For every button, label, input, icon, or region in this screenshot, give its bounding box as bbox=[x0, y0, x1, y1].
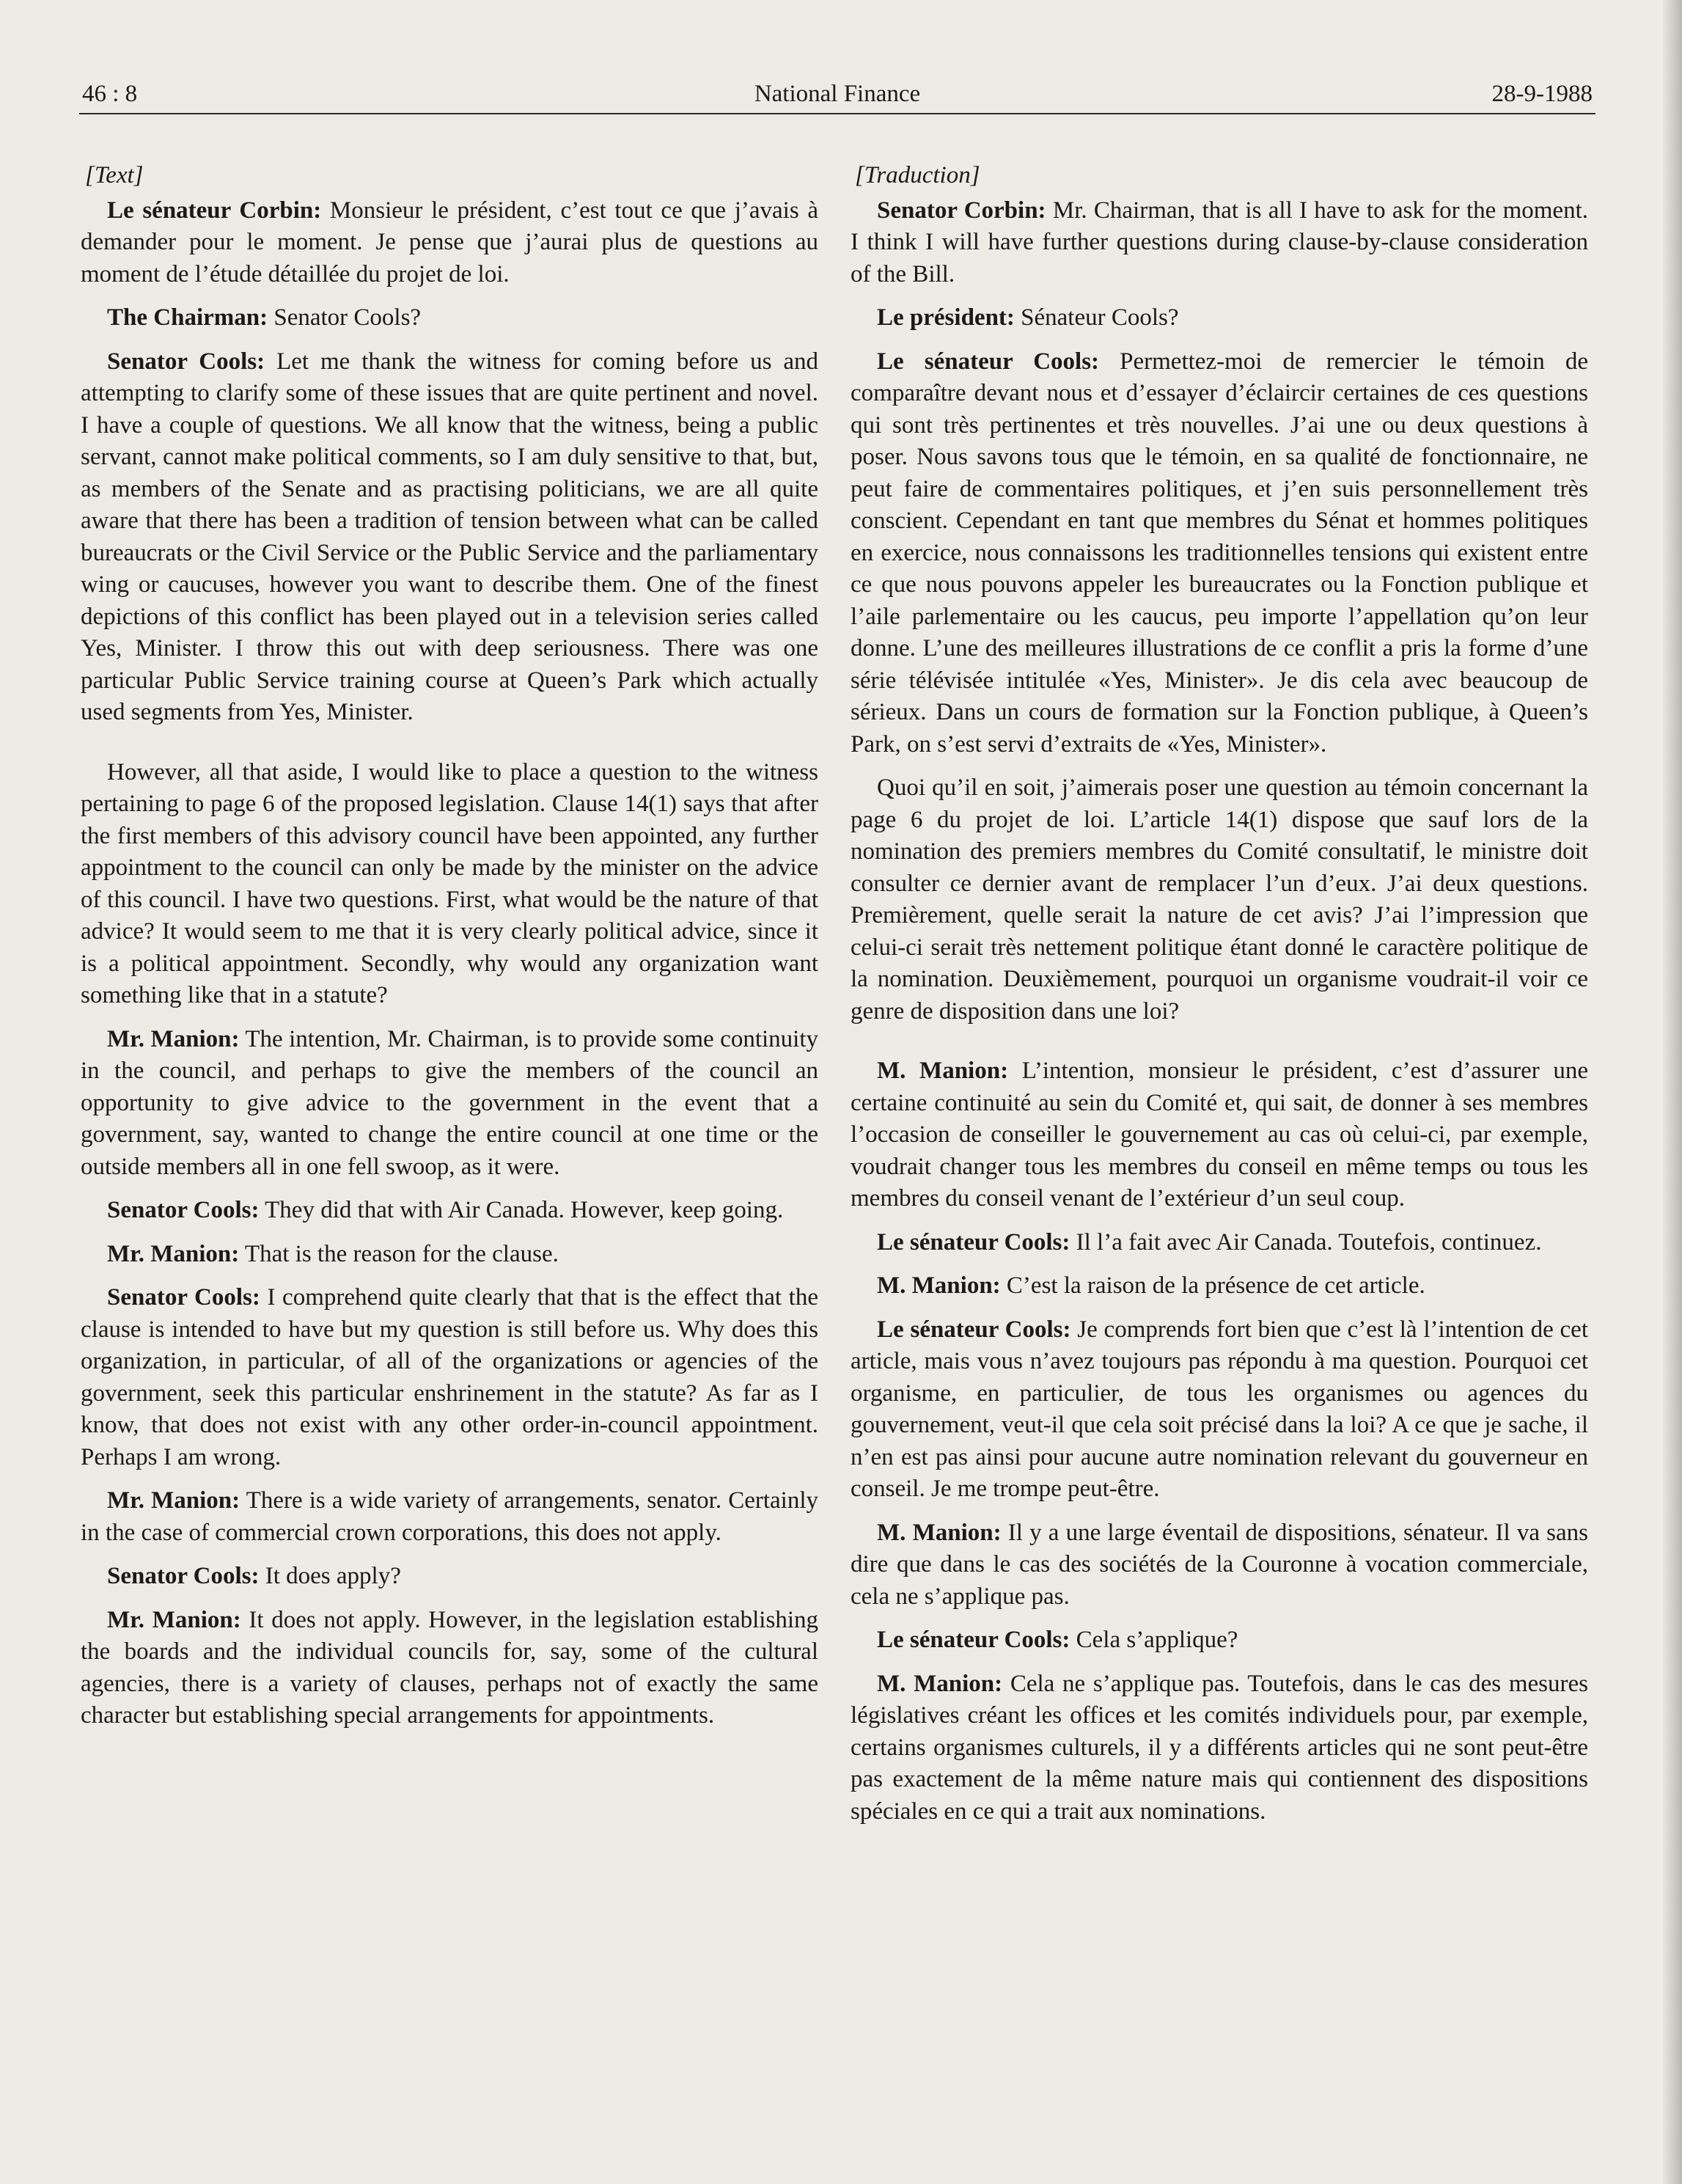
paragraph-text: That is the reason for the clause. bbox=[239, 1240, 559, 1267]
paragraph-text: The intention, Mr. Chairman, is to provide some continuity in the council, and perhaps to give the members of the council an opportunity to give advice to the government in the event that a government, say, wanted to change the entire council at one time or the outside members all in one fell swoop, as it were. bbox=[81, 1025, 818, 1180]
speaker: M. Manion: bbox=[877, 1058, 1009, 1084]
french-column bbox=[851, 160, 1588, 1839]
speaker: Mr. Manion: bbox=[107, 1025, 240, 1052]
paragraph bbox=[851, 1055, 1588, 1215]
paragraph-text: They did that with Air Canada. However, keep going. bbox=[259, 1197, 784, 1223]
paragraph bbox=[81, 1561, 818, 1593]
running-head bbox=[79, 81, 1595, 114]
speaker: Le président: bbox=[877, 304, 1015, 331]
speaker: Le sénateur Cools: bbox=[877, 348, 1100, 375]
page-edge-shadow bbox=[1663, 0, 1682, 2184]
paragraph bbox=[81, 757, 818, 1012]
speaker: Le sénateur Cools: bbox=[877, 1316, 1071, 1343]
paragraph bbox=[851, 1668, 1588, 1828]
paragraph bbox=[81, 1485, 818, 1549]
paragraph bbox=[851, 1517, 1588, 1613]
paragraph-text: Senator Cools? bbox=[268, 304, 422, 331]
publication-title: National Finance bbox=[754, 81, 921, 107]
paragraph-text: Monsieur le président, c’est tout ce que j’avais à demander pour le moment. Je pense que j’aurai plus de questions au moment de l’étude détaillée du projet de loi. bbox=[81, 197, 818, 287]
column-label: [Traduction] bbox=[855, 162, 980, 188]
paragraph-text: Il y a une large éventail de dispositions, sénateur. Il va sans dire que dans le cas des sociétés de la Couronne à vocation commerciale, cela ne s’applique pas. bbox=[851, 1519, 1588, 1610]
paragraph-text: It does apply? bbox=[259, 1563, 401, 1589]
paragraph bbox=[81, 1605, 818, 1732]
paragraph bbox=[81, 195, 818, 291]
paragraph bbox=[851, 772, 1588, 1027]
paragraph bbox=[851, 1314, 1588, 1506]
speaker: Mr. Manion: bbox=[107, 1606, 241, 1633]
paragraph-text: Quoi qu’il en soit, j’aimerais poser une question au témoin concernant la page 6 du projet de loi. L’article 14(1) dispose que sauf lors de la nomination des premiers membres du Comité consultatif, le ministre doit consulter ce dernier avant de remplacer l’un d’eux. J’ai deux questions. Premièrement, quelle serait la nature de cet avis? J’ai l’impression que celui-ci serait très nettement politique étant donné le caractère politique de la nomination. Deuxièmement, pourquoi un organisme voudrait-il voir ce genre de disposition dans une loi? bbox=[851, 774, 1588, 1025]
speaker: M. Manion: bbox=[877, 1670, 1003, 1697]
paragraph-text: There is a wide variety of arrangements, senator. Certainly in the case of commercial crown corporations, this does not apply. bbox=[81, 1487, 819, 1546]
speaker: Senator Cools: bbox=[107, 1197, 260, 1223]
paragraph bbox=[851, 346, 1588, 761]
paragraph-text: Cela s’applique? bbox=[1070, 1627, 1238, 1653]
speaker: Senator Cools: bbox=[107, 348, 265, 375]
speaker: M. Manion: bbox=[877, 1272, 1001, 1299]
paragraph bbox=[851, 1227, 1588, 1259]
paragraph bbox=[81, 302, 818, 334]
speaker: Mr. Manion: bbox=[107, 1240, 240, 1267]
publication-date: 28-9-1988 bbox=[1491, 81, 1593, 107]
paragraph-text: Sénateur Cools? bbox=[1014, 304, 1179, 331]
page-number: 46 : 8 bbox=[82, 81, 138, 107]
paragraph-text: Permettez-moi de remercier le témoin de comparaître devant nous et d’essayer d’éclaircir certaines de ces questions qui sont très pertinentes et très nouvelles. J’ai une ou deux questions à poser. Nous savons tous que le témoin, en sa qualité de fonctionnaire, ne peut faire de commentaires politiques, et j’en suis personnellement très conscient. Cependant en tant que membres du Sénat et hommes politiques en exercice, nous connaissons les traditionnelles tensions qui existent entre ce que nous pouvons appeler les bureaucrates ou la Fonction publique et l’aile parlementaire ou les caucus, peu importe l’appellation qu’on leur donne. L’une des meilleures illustrations de ce conflit a pris la forme d’une série télévisée intitulée «Yes, Minister». Je dis cela avec beaucoup de sérieux. Dans un cours de formation sur la Fonction publique, à Queen’s Park, on s’est servi d’extraits de «Yes, Minister». bbox=[851, 348, 1589, 758]
speaker: M. Manion: bbox=[877, 1519, 1002, 1546]
paragraph-text: Il l’a fait avec Air Canada. Toutefois, continuez. bbox=[1070, 1228, 1542, 1256]
speaker: Mr. Manion: bbox=[107, 1487, 240, 1514]
speaker: Senator Cools: bbox=[107, 1563, 260, 1589]
paragraph-text: L’intention, monsieur le président, c’est d’assurer une certaine continuité au sein du Comité et, qui sait, de donner à ses membres l’occasion de conseiller le gouvernement au cas où celui-ci, par exemple, voudrait changer tous les membres du conseil en même temps ou tous les membres du conseil venant de l’extérieur d’un seul coup. bbox=[851, 1058, 1588, 1212]
speaker: Senator Corbin: bbox=[877, 197, 1046, 224]
speaker: Le sénateur Cools: bbox=[877, 1627, 1070, 1653]
speaker: Senator Cools: bbox=[107, 1284, 260, 1311]
english-column bbox=[81, 160, 818, 1744]
column-label: [Text] bbox=[85, 162, 144, 188]
paragraph bbox=[81, 1195, 818, 1227]
paragraph-text: I comprehend quite clearly that that is the effect that the clause is intended to have but my question is still before us. Why does this organization, in particular, of all of the organizations or agencies of the government, seek this particular enshrinement in the statute? As far as I know, that does not exist with any other order-in-council appointment. Perhaps I am wrong. bbox=[81, 1284, 818, 1470]
paragraph bbox=[851, 302, 1588, 334]
speaker: Le sénateur Corbin: bbox=[107, 197, 322, 224]
paragraph-text: C’est la raison de la présence de cet article. bbox=[1000, 1272, 1425, 1299]
paragraph bbox=[81, 1239, 818, 1271]
paragraph bbox=[81, 1024, 818, 1184]
paragraph-text: Cela ne s’applique pas. Toutefois, dans le cas des mesures législatives créant les offices et les comités individuels pour, par exemple, certains organismes culturels, il y a différents articles qui ne sont peut-être pas exactement de la même nature mais qui contiennent des dispositions spéciales en ce qui a trait aux nominations. bbox=[851, 1670, 1588, 1825]
paragraph bbox=[851, 1624, 1588, 1657]
paragraph-text: Je comprends fort bien que c’est là l’intention de cet article, mais vous n’avez toujours pas répondu à ma question. Pourquoi cet organisme, en particulier, de tous les organismes ou agences du gouvernement, veut-il que cela soit précisé dans la loi? A ce que je sache, il n’en est pas ainsi pour aucune autre nomination relevant du gouverneur en conseil. Je me trompe peut-être. bbox=[851, 1316, 1589, 1502]
paragraph bbox=[851, 195, 1588, 291]
paragraph-text: However, all that aside, I would like to place a question to the witness pertaining to page 6 of the proposed legislation. Clause 14(1) says that after the first members of this advisory council have been appointed, any further appointment to the council can only be made by the minister on the advice of this council. I have two questions. First, what would be the nature of that advice? It would seem to me that it is very clearly political advice, since it is a political appointment. Secondly, why would any organization want something like that in a statute? bbox=[81, 758, 818, 1008]
paragraph bbox=[851, 1270, 1588, 1302]
paragraph bbox=[81, 1282, 818, 1473]
speaker: Le sénateur Cools: bbox=[877, 1228, 1070, 1256]
paragraph-text: Mr. Chairman, that is all I have to ask for the moment. I think I will have further questions during clause-by-clause consideration of the Bill. bbox=[851, 197, 1588, 287]
paragraph bbox=[81, 346, 818, 729]
speaker: The Chairman: bbox=[107, 304, 268, 331]
paragraph-text: It does not apply. However, in the legislation establishing the boards and the individual councils for, say, some of the cultural agencies, there is a variety of clauses, perhaps not of exactly the same character but establishing special arrangements for appointments. bbox=[81, 1606, 818, 1729]
paragraph-text: Let me thank the witness for coming before us and attempting to clarify some of these issues that are quite pertinent and novel. I have a couple of questions. We all know that the witness, being a public servant, cannot make political comments, so I am duly sensitive to that, but, as members of the Senate and as practising politicians, we are all quite aware that there has been a tradition of tension between what can be called bureaucrats or the Civil Service or the Public Service and the parliamentary wing or caucuses, however you want to describe them. One of the finest depictions of this conflict has been played out in a television series called Yes, Minister. I throw this out with deep seriousness. There was one particular Public Service training course at Queen’s Park which actually used segments from Yes, Minister. bbox=[81, 348, 818, 725]
